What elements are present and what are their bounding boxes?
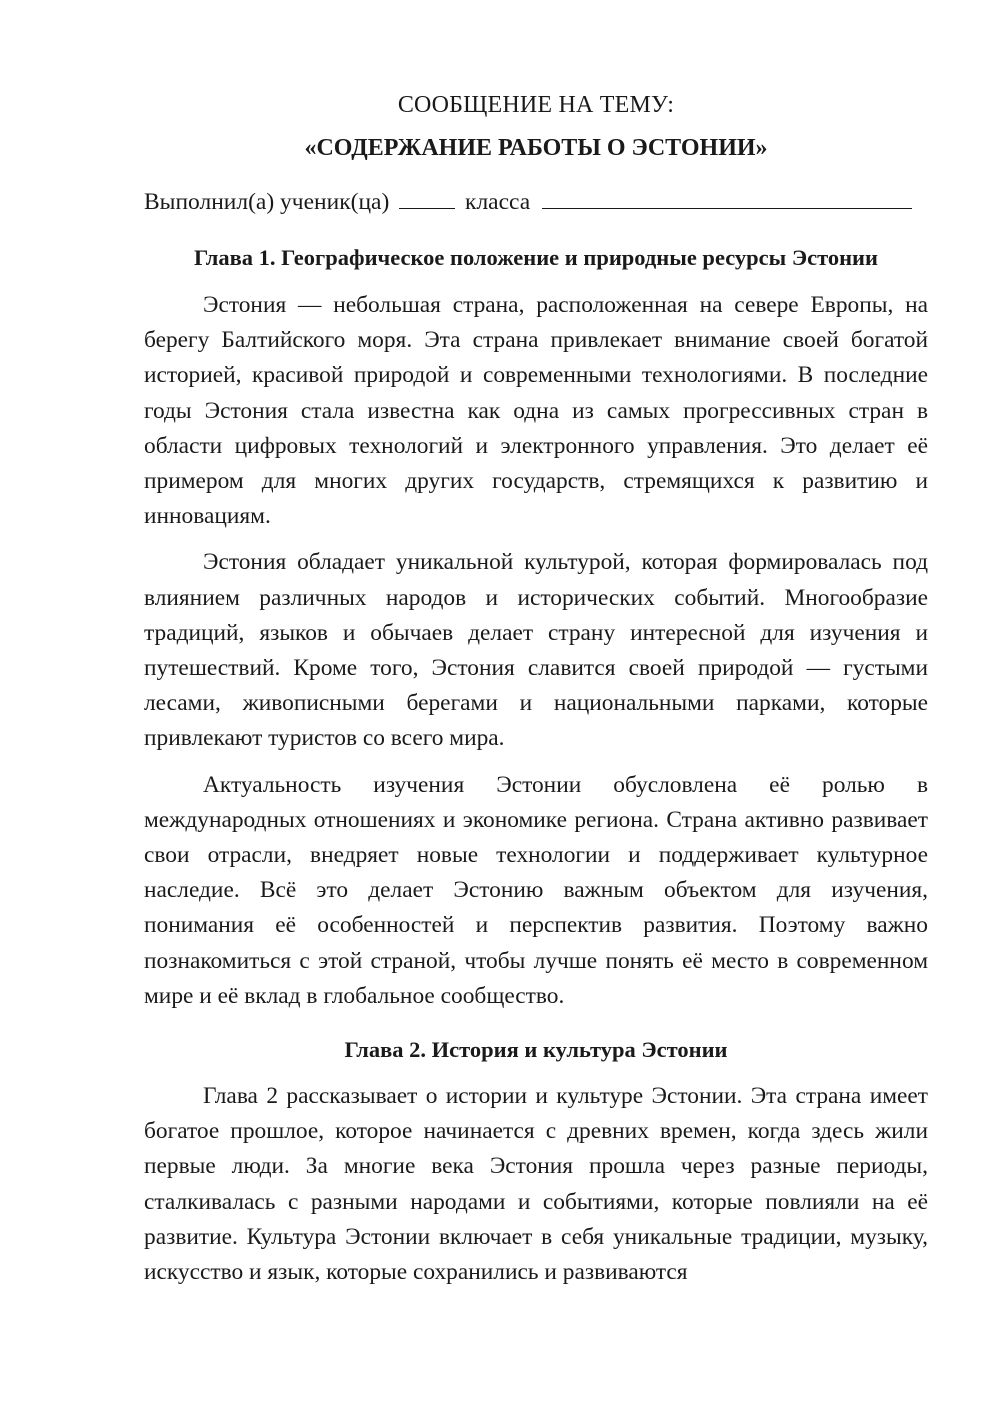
author-line xyxy=(144,185,928,219)
chapter-heading: Глава 2. История и культура Эстонии xyxy=(344,1037,728,1063)
document-title-main: «СОДЕРЖАНИЕ РАБОТЫ О ЭСТОНИИ» xyxy=(304,135,768,161)
paragraph: Эстония обладает уникальной культурой, которая формировалась под влиянием различных народов и исторических событий. Многообразие традиций, языков и обычаев делает страну интересной для изучения и путешествий. Кроме того, Эстония славится своей природой — густыми лесами, живописными берегами и национальными парками, которые привлекают туристов со всего мира. xyxy=(144,549,928,752)
paragraph: Актуальность изучения Эстонии обусловлена её ролью в международных отношениях и экономике региона. Страна активно развивает свои отрасли, внедряет новые технологии и поддерживает культурное наследие. Всё это делает Эстонию важным объектом для изучения, понимания её особенностей и перспектив развития. Поэтому важно познакомиться с этой страной, чтобы лучше понять её место в современном мире и её вклад в глобальное сообщество. xyxy=(144,771,928,1009)
author-class-word: класса xyxy=(465,189,531,215)
author-prefix: Выполнил(а) ученик(ца) xyxy=(144,189,390,215)
class-number-blank xyxy=(399,186,455,209)
chapter-2 xyxy=(144,1033,928,1290)
paragraph: Глава 2 рассказывает о истории и культуре Эстонии. Эта страна имеет богатое прошлое, которое начинается с древних времен, когда здесь жили первые люди. За многие века Эстония прошла через разные периоды, сталкивалась с разными народами и событиями, которые повлияли на её развитие. Культура Эстонии включает в себя уникальные традиции, музыку, искусство и язык, которые сохранились и развиваются xyxy=(144,1083,928,1286)
chapter-heading: Глава 1. Географическое положение и природные ресурсы Эстонии xyxy=(194,245,878,270)
paragraph: Эстония — небольшая страна, расположенная на севере Европы, на берегу Балтийского моря. Эта страна привлекает внимание своей богатой историей, красивой природой и современными технологиями. В последние годы Эстония стала известна как одна из самых прогрессивных стран в области цифровых технологий и электронного управления. Это делает её примером для многих других государств, стремящихся к развитию и инновациям. xyxy=(144,292,928,530)
document-title-top: СООБЩЕНИЕ НА ТЕМУ: xyxy=(397,92,675,118)
author-name-blank xyxy=(542,186,912,209)
chapter-1 xyxy=(144,241,928,1014)
